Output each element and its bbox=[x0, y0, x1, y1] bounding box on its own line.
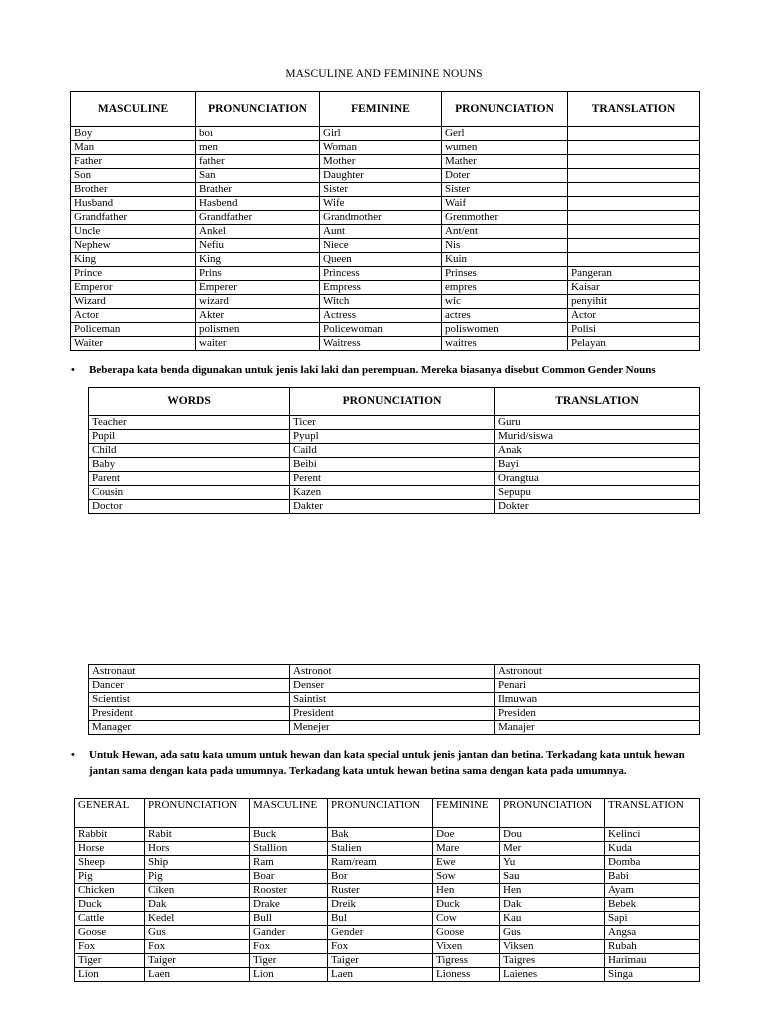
table-cell: Gender bbox=[328, 926, 433, 940]
table-cell: polismen bbox=[196, 323, 320, 337]
column-header: TRANSLATION bbox=[495, 388, 700, 416]
table-cell: Pangeran bbox=[568, 267, 700, 281]
table-cell: Brather bbox=[196, 183, 320, 197]
table-cell: Waitress bbox=[320, 337, 442, 351]
column-header: PRONUNCIATION bbox=[442, 92, 568, 127]
table-row bbox=[71, 183, 700, 197]
table-row bbox=[71, 141, 700, 155]
table-cell: Pupil bbox=[89, 430, 290, 444]
table-row bbox=[75, 870, 700, 884]
table-cell: Policeman bbox=[71, 323, 196, 337]
table-cell bbox=[568, 253, 700, 267]
table-cell: Gerl bbox=[442, 127, 568, 141]
page-title: MASCULINE AND FEMININE NOUNS bbox=[285, 68, 483, 80]
table-cell: Doe bbox=[433, 828, 500, 842]
column-header: TRANSLATION bbox=[605, 799, 700, 828]
table-cell: Lion bbox=[75, 968, 145, 982]
table-cell: Orangtua bbox=[495, 472, 700, 486]
table-cell: Fox bbox=[250, 940, 328, 954]
table-cell: King bbox=[71, 253, 196, 267]
table-cell: Taigres bbox=[500, 954, 605, 968]
table-cell: Ram bbox=[250, 856, 328, 870]
table-cell bbox=[568, 197, 700, 211]
table-cell: Scientist bbox=[89, 693, 290, 707]
table-cell: Tiger bbox=[75, 954, 145, 968]
table-cell: Bayi bbox=[495, 458, 700, 472]
table-row bbox=[71, 169, 700, 183]
table-cell: Rubah bbox=[605, 940, 700, 954]
table-cell: Son bbox=[71, 169, 196, 183]
table-cell: Emperor bbox=[71, 281, 196, 295]
table-cell: Stalien bbox=[328, 842, 433, 856]
table-cell: Policewoman bbox=[320, 323, 442, 337]
table-row bbox=[89, 444, 700, 458]
table-cell: Princess bbox=[320, 267, 442, 281]
table-cell: Ship bbox=[145, 856, 250, 870]
table-cell: Pig bbox=[145, 870, 250, 884]
column-header: PRONUNCIATION bbox=[145, 799, 250, 828]
table-row bbox=[89, 707, 700, 721]
table-cell: Akter bbox=[196, 309, 320, 323]
table-cell: Actor bbox=[568, 309, 700, 323]
table-cell: Rabit bbox=[145, 828, 250, 842]
table-row bbox=[75, 842, 700, 856]
table-cell: Menejer bbox=[290, 721, 495, 735]
table-cell: Bul bbox=[328, 912, 433, 926]
table-row bbox=[71, 239, 700, 253]
table-cell: Sheep bbox=[75, 856, 145, 870]
table-cell: Hen bbox=[433, 884, 500, 898]
table-cell: Doctor bbox=[89, 500, 290, 514]
table-cell bbox=[568, 127, 700, 141]
table-cell: Ankel bbox=[196, 225, 320, 239]
table-cell: empres bbox=[442, 281, 568, 295]
table-cell: Sapi bbox=[605, 912, 700, 926]
table-cell: Actress bbox=[320, 309, 442, 323]
table-cell: Denser bbox=[290, 679, 495, 693]
table-cell: Fox bbox=[145, 940, 250, 954]
table-cell: Guru bbox=[495, 416, 700, 430]
table-row bbox=[71, 267, 700, 281]
table-cell: Harimau bbox=[605, 954, 700, 968]
table-cell: Wife bbox=[320, 197, 442, 211]
common-gender-table bbox=[88, 387, 700, 514]
table-cell: Kaisar bbox=[568, 281, 700, 295]
column-header: PRONUNCIATION bbox=[196, 92, 320, 127]
professions-table bbox=[88, 664, 700, 735]
table-cell: Baby bbox=[89, 458, 290, 472]
table-cell: poliswomen bbox=[442, 323, 568, 337]
table-cell: Duck bbox=[75, 898, 145, 912]
table-cell: Mare bbox=[433, 842, 500, 856]
column-header: GENERAL bbox=[75, 799, 145, 828]
table-cell: Grenmother bbox=[442, 211, 568, 225]
table-row bbox=[75, 940, 700, 954]
table-cell: Brother bbox=[71, 183, 196, 197]
table-row bbox=[89, 665, 700, 679]
table-cell: President bbox=[290, 707, 495, 721]
table-cell: Boy bbox=[71, 127, 196, 141]
table-row bbox=[89, 458, 700, 472]
table-cell: Gus bbox=[500, 926, 605, 940]
masculine-feminine-table bbox=[70, 91, 700, 351]
table-cell: Tiger bbox=[250, 954, 328, 968]
table-row bbox=[71, 337, 700, 351]
table-cell: Ayam bbox=[605, 884, 700, 898]
table-row bbox=[89, 500, 700, 514]
table-row bbox=[75, 926, 700, 940]
table-cell: Dou bbox=[500, 828, 605, 842]
table-cell: Rabbit bbox=[75, 828, 145, 842]
table-cell: Hen bbox=[500, 884, 605, 898]
table-row bbox=[89, 679, 700, 693]
table-cell: Laienes bbox=[500, 968, 605, 982]
table-cell: Empress bbox=[320, 281, 442, 295]
table-cell: Cousin bbox=[89, 486, 290, 500]
table-cell: Pelayan bbox=[568, 337, 700, 351]
table-cell: Doter bbox=[442, 169, 568, 183]
table-cell: Laen bbox=[145, 968, 250, 982]
table-cell: Woman bbox=[320, 141, 442, 155]
table-row bbox=[89, 486, 700, 500]
table-row bbox=[71, 225, 700, 239]
table-cell: Manajer bbox=[495, 721, 700, 735]
table-cell: Husband bbox=[71, 197, 196, 211]
table-row bbox=[75, 968, 700, 982]
table-cell: Emperer bbox=[196, 281, 320, 295]
table-cell: Yu bbox=[500, 856, 605, 870]
table-cell: Kelinci bbox=[605, 828, 700, 842]
table-cell: Prinses bbox=[442, 267, 568, 281]
table-cell: Ilmuwan bbox=[495, 693, 700, 707]
column-header: MASCULINE bbox=[250, 799, 328, 828]
table-cell: Ruster bbox=[328, 884, 433, 898]
table-cell: Gus bbox=[145, 926, 250, 940]
table-cell: Caild bbox=[290, 444, 495, 458]
table-cell: Anak bbox=[495, 444, 700, 458]
table-cell bbox=[568, 225, 700, 239]
table-cell: actres bbox=[442, 309, 568, 323]
column-header: PRONUNCIATION bbox=[500, 799, 605, 828]
table-cell: President bbox=[89, 707, 290, 721]
table-cell: Tigress bbox=[433, 954, 500, 968]
table-cell: wumen bbox=[442, 141, 568, 155]
table-cell: Prins bbox=[196, 267, 320, 281]
table-cell: Duck bbox=[433, 898, 500, 912]
table-row bbox=[89, 430, 700, 444]
table-cell: Nephew bbox=[71, 239, 196, 253]
table-cell: Kau bbox=[500, 912, 605, 926]
table-cell: Sister bbox=[442, 183, 568, 197]
column-header: FEMININE bbox=[320, 92, 442, 127]
table-cell: Pyupl bbox=[290, 430, 495, 444]
table-cell: Horse bbox=[75, 842, 145, 856]
table-cell: Father bbox=[71, 155, 196, 169]
table-cell: Mather bbox=[442, 155, 568, 169]
table-cell: Laen bbox=[328, 968, 433, 982]
table-cell: Uncle bbox=[71, 225, 196, 239]
table-cell: Gander bbox=[250, 926, 328, 940]
column-header: TRANSLATION bbox=[568, 92, 700, 127]
table-cell: Vixen bbox=[433, 940, 500, 954]
table-header-row bbox=[89, 388, 700, 416]
table-cell: Taiger bbox=[328, 954, 433, 968]
table-cell bbox=[568, 169, 700, 183]
table-cell: waiter bbox=[196, 337, 320, 351]
table-cell: Grandfather bbox=[71, 211, 196, 225]
table-cell: Ram/ream bbox=[328, 856, 433, 870]
table-cell: Ticer bbox=[290, 416, 495, 430]
table-cell: Domba bbox=[605, 856, 700, 870]
animals-table bbox=[74, 798, 700, 982]
table-cell: Ciken bbox=[145, 884, 250, 898]
table-cell: Actor bbox=[71, 309, 196, 323]
table-cell: Dreik bbox=[328, 898, 433, 912]
table-cell: Ewe bbox=[433, 856, 500, 870]
table-cell: Mother bbox=[320, 155, 442, 169]
table-cell bbox=[568, 155, 700, 169]
table-cell: Sister bbox=[320, 183, 442, 197]
table-cell: Niece bbox=[320, 239, 442, 253]
table-cell: waitres bbox=[442, 337, 568, 351]
table-cell: San bbox=[196, 169, 320, 183]
table-cell: Nis bbox=[442, 239, 568, 253]
table-cell: Ant/ent bbox=[442, 225, 568, 239]
table-cell: Cow bbox=[433, 912, 500, 926]
bullet-common-gender bbox=[71, 362, 729, 378]
table-cell: Polisi bbox=[568, 323, 700, 337]
table-row bbox=[89, 416, 700, 430]
table-cell: Man bbox=[71, 141, 196, 155]
bullet-text: Beberapa kata benda digunakan untuk jenis laki laki dan perempuan. Mereka biasanya disebut Common Gender Nouns bbox=[89, 364, 656, 376]
table-cell: Mer bbox=[500, 842, 605, 856]
table-row bbox=[89, 472, 700, 486]
column-header: PRONUNCIATION bbox=[290, 388, 495, 416]
table-cell: wizard bbox=[196, 295, 320, 309]
table-cell: Dak bbox=[145, 898, 250, 912]
table-row bbox=[71, 323, 700, 337]
table-cell: penyihit bbox=[568, 295, 700, 309]
table-cell: Perent bbox=[290, 472, 495, 486]
table-cell: Singa bbox=[605, 968, 700, 982]
table-cell: Buck bbox=[250, 828, 328, 842]
table-cell bbox=[568, 183, 700, 197]
table-header-row bbox=[75, 799, 700, 828]
table-cell: Aunt bbox=[320, 225, 442, 239]
table-cell: Teacher bbox=[89, 416, 290, 430]
table-cell: Goose bbox=[75, 926, 145, 940]
column-header: MASCULINE bbox=[71, 92, 196, 127]
table-row bbox=[71, 281, 700, 295]
table-cell: wic bbox=[442, 295, 568, 309]
table-cell: Astronot bbox=[290, 665, 495, 679]
table-row bbox=[71, 211, 700, 225]
table-cell bbox=[568, 211, 700, 225]
table-cell: Drake bbox=[250, 898, 328, 912]
table-cell: Pig bbox=[75, 870, 145, 884]
table-cell: Dak bbox=[500, 898, 605, 912]
table-row bbox=[71, 295, 700, 309]
table-cell: Beibi bbox=[290, 458, 495, 472]
table-cell: Angsa bbox=[605, 926, 700, 940]
bullet-animals bbox=[71, 747, 709, 779]
table-cell: Fox bbox=[75, 940, 145, 954]
table-cell: Astronout bbox=[495, 665, 700, 679]
table-cell: Stallion bbox=[250, 842, 328, 856]
bullet-dot: • bbox=[71, 749, 75, 761]
table-row bbox=[75, 828, 700, 842]
table-cell: Fox bbox=[328, 940, 433, 954]
table-cell: Rooster bbox=[250, 884, 328, 898]
table-cell: Queen bbox=[320, 253, 442, 267]
table-row bbox=[89, 721, 700, 735]
column-header: PRONUNCIATION bbox=[328, 799, 433, 828]
bullet-dot: • bbox=[71, 364, 75, 376]
table-cell: Boar bbox=[250, 870, 328, 884]
table-row bbox=[75, 884, 700, 898]
table-cell: Kazen bbox=[290, 486, 495, 500]
table-cell: Taiger bbox=[145, 954, 250, 968]
table-cell: King bbox=[196, 253, 320, 267]
table-row bbox=[75, 954, 700, 968]
table-row bbox=[71, 127, 700, 141]
table-cell: Dakter bbox=[290, 500, 495, 514]
table-cell: Cattle bbox=[75, 912, 145, 926]
table-cell: father bbox=[196, 155, 320, 169]
table-cell: Murid/siswa bbox=[495, 430, 700, 444]
table-cell: Daughter bbox=[320, 169, 442, 183]
table-cell bbox=[568, 239, 700, 253]
table-cell: Grandmother bbox=[320, 211, 442, 225]
table-row bbox=[75, 898, 700, 912]
table-cell: Parent bbox=[89, 472, 290, 486]
table-cell: Bak bbox=[328, 828, 433, 842]
table-cell: Kedel bbox=[145, 912, 250, 926]
column-header: FEMININE bbox=[433, 799, 500, 828]
table-cell: Girl bbox=[320, 127, 442, 141]
table-cell: Prince bbox=[71, 267, 196, 281]
table-cell: Waiter bbox=[71, 337, 196, 351]
table-row bbox=[71, 309, 700, 323]
column-header: WORDS bbox=[89, 388, 290, 416]
table-cell: Child bbox=[89, 444, 290, 458]
table-cell: Babi bbox=[605, 870, 700, 884]
table-cell: Hors bbox=[145, 842, 250, 856]
table-cell: Wizard bbox=[71, 295, 196, 309]
table-row bbox=[75, 856, 700, 870]
table-cell: Presiden bbox=[495, 707, 700, 721]
table-cell: Bebek bbox=[605, 898, 700, 912]
table-row bbox=[71, 253, 700, 267]
table-cell: Kuin bbox=[442, 253, 568, 267]
table-cell: Sow bbox=[433, 870, 500, 884]
table-cell: Bor bbox=[328, 870, 433, 884]
table-cell: Manager bbox=[89, 721, 290, 735]
table-row bbox=[75, 912, 700, 926]
table-cell: Chicken bbox=[75, 884, 145, 898]
table-cell: Saintist bbox=[290, 693, 495, 707]
table-row bbox=[71, 197, 700, 211]
table-cell: Penari bbox=[495, 679, 700, 693]
table-cell: Goose bbox=[433, 926, 500, 940]
table-cell: Dokter bbox=[495, 500, 700, 514]
table-cell: Dancer bbox=[89, 679, 290, 693]
table-cell: Viksen bbox=[500, 940, 605, 954]
table-row bbox=[89, 693, 700, 707]
table-header-row bbox=[71, 92, 700, 127]
table-cell bbox=[568, 141, 700, 155]
table-cell: Astronaut bbox=[89, 665, 290, 679]
table-cell: Sau bbox=[500, 870, 605, 884]
table-cell: Hasbend bbox=[196, 197, 320, 211]
table-cell: Waif bbox=[442, 197, 568, 211]
table-cell: Witch bbox=[320, 295, 442, 309]
table-cell: Grandfather bbox=[196, 211, 320, 225]
table-cell: Nefiu bbox=[196, 239, 320, 253]
table-cell: Sepupu bbox=[495, 486, 700, 500]
table-cell: Lioness bbox=[433, 968, 500, 982]
table-cell: Kuda bbox=[605, 842, 700, 856]
table-cell: Lion bbox=[250, 968, 328, 982]
bullet-text: Untuk Hewan, ada satu kata umum untuk hewan dan kata special untuk jenis jantan dan betina. Terkadang kata untuk hewan jantan sama dengan kata pada umumnya. Terkadang kata untuk hewan betina sama dengan kata pada umumnya. bbox=[89, 749, 685, 777]
table-cell: men bbox=[196, 141, 320, 155]
table-cell: Bull bbox=[250, 912, 328, 926]
table-row bbox=[71, 155, 700, 169]
table-cell: boı bbox=[196, 127, 320, 141]
